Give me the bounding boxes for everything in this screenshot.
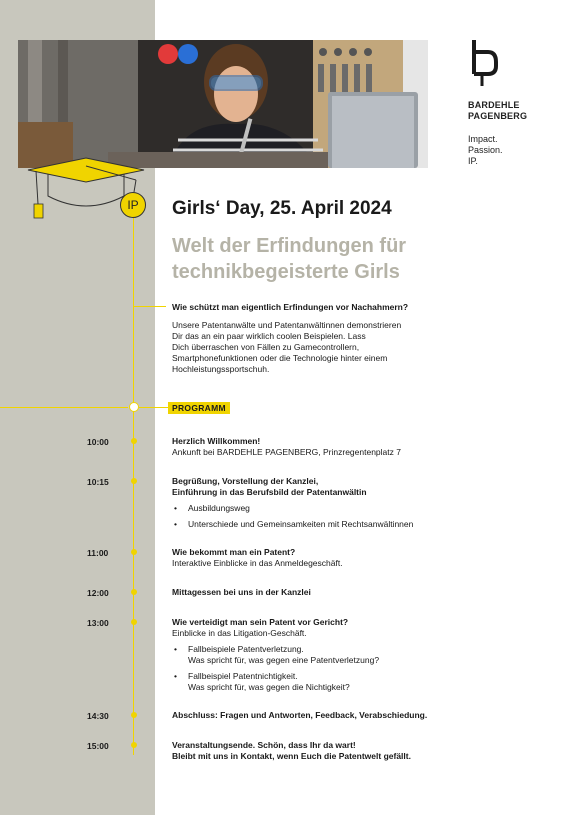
schedule-item (172, 476, 413, 535)
schedule-heading: Mittagessen bei uns in der Kanzlei (172, 587, 311, 597)
schedule-item (172, 436, 401, 458)
intro-line: Dich überraschen von Fällen zu Gamecontrollern, (172, 342, 360, 352)
bullet-item (172, 644, 379, 666)
tagline-line: Impact. (468, 134, 498, 144)
timeline-node (131, 742, 137, 748)
bp-logo-icon (468, 40, 508, 86)
schedule-heading: Herzlich Willkommen! (172, 436, 261, 446)
schedule-item (172, 547, 343, 569)
bullet-text: • Ausbildungsweg (188, 503, 250, 513)
brand-logo (468, 40, 527, 167)
timeline-node (131, 478, 137, 484)
schedule-item (172, 587, 311, 598)
schedule-heading: Wie verteidigt man sein Patent vor Gericht? (172, 617, 349, 627)
schedule-heading: Veranstaltungsende. Schön, dass Ihr da wart! (172, 740, 356, 750)
bullet-text: • Fallbeispiel Patentnichtigkeit. (188, 671, 298, 681)
intro-connector (134, 306, 166, 307)
schedule-time: 13:00 (87, 618, 109, 628)
tagline-line: Passion. (468, 145, 503, 155)
intro-question: Wie schützt man eigentlich Erfindungen vor Nachahmern? (172, 302, 409, 312)
schedule-time: 10:00 (87, 437, 109, 447)
schedule-time: 11:00 (87, 548, 109, 558)
timeline-node (131, 712, 137, 718)
intro-line: Smartphonefunktionen oder die Technologie hinter einem (172, 353, 388, 363)
programm-connector-right (139, 407, 168, 408)
brand-name-line1: BARDEHLE (468, 100, 520, 110)
schedule-heading: Abschluss: Fragen und Antworten, Feedback, Verabschiedung. (172, 710, 428, 720)
schedule-time: 15:00 (87, 741, 109, 751)
programm-label: PROGRAMM (168, 402, 230, 414)
timeline-node (131, 589, 137, 595)
programm-node (129, 402, 139, 412)
schedule-line: Ankunft bei BARDEHLE PAGENBERG, Prinzregentenplatz 7 (172, 447, 401, 457)
page-subtitle (172, 233, 406, 285)
schedule-line: Interaktive Einblicke in das Anmeldegeschäft. (172, 558, 343, 568)
timeline-node (131, 619, 137, 625)
bullet-text: • Unterschiede und Gemeinsamkeiten mit Rechtsanwältinnen (188, 519, 414, 529)
bullet-list (172, 644, 379, 693)
schedule-heading: Wie bekommt man ein Patent? (172, 547, 296, 557)
subtitle-line: technikbegeisterte Girls (172, 261, 400, 283)
schedule-time: 14:30 (87, 711, 109, 721)
timeline-line (133, 218, 134, 755)
intro-line: Unsere Patentanwälte und Patentanwältinnen demonstrieren (172, 320, 402, 330)
bullet-text: • Fallbeispiele Patentverletzung. (188, 644, 304, 654)
brand-tagline (468, 134, 527, 167)
bullet-item (172, 671, 379, 693)
schedule-time: 12:00 (87, 588, 109, 598)
schedule-heading: Begrüßung, Vorstellung der Kanzlei, (172, 476, 319, 486)
bullet-text: Was spricht für, was gegen eine Patentverletzung? (188, 655, 380, 665)
bullet-list (172, 503, 413, 530)
ip-badge: IP (120, 192, 146, 218)
programm-connector-left (0, 407, 128, 408)
brand-name-line2: PAGENBERG (468, 111, 528, 121)
page-title: Girls‘ Day, 25. April 2024 (172, 198, 392, 219)
timeline-node (131, 438, 137, 444)
schedule-item (172, 617, 379, 698)
intro-text (172, 320, 401, 375)
intro-line: Hochleistungssportschuh. (172, 364, 270, 374)
photo-illustration (18, 40, 428, 168)
tagline-line: IP. (468, 156, 478, 166)
graduation-cap-icon (26, 156, 186, 236)
schedule-heading: Bleibt mit uns in Kontakt, wenn Euch die Patentwelt gefällt. (172, 751, 411, 761)
schedule-time: 10:15 (87, 477, 109, 487)
hero-photo (18, 40, 428, 168)
timeline-node (131, 549, 137, 555)
bullet-text: Was spricht für, was gegen die Nichtigkeit? (188, 682, 350, 692)
bullet-item (172, 519, 413, 530)
schedule-item (172, 740, 411, 762)
subtitle-line: Welt der Erfindungen für (172, 235, 407, 257)
schedule-line: Einblicke in das Litigation-Geschäft. (172, 628, 307, 638)
schedule-item (172, 710, 427, 721)
intro-line: Dir das an ein paar wirklich coolen Beispielen. Lass (172, 331, 366, 341)
brand-name (468, 100, 527, 122)
schedule-heading: Einführung in das Berufsbild der Patentanwältin (172, 487, 367, 497)
bullet-item (172, 503, 413, 514)
